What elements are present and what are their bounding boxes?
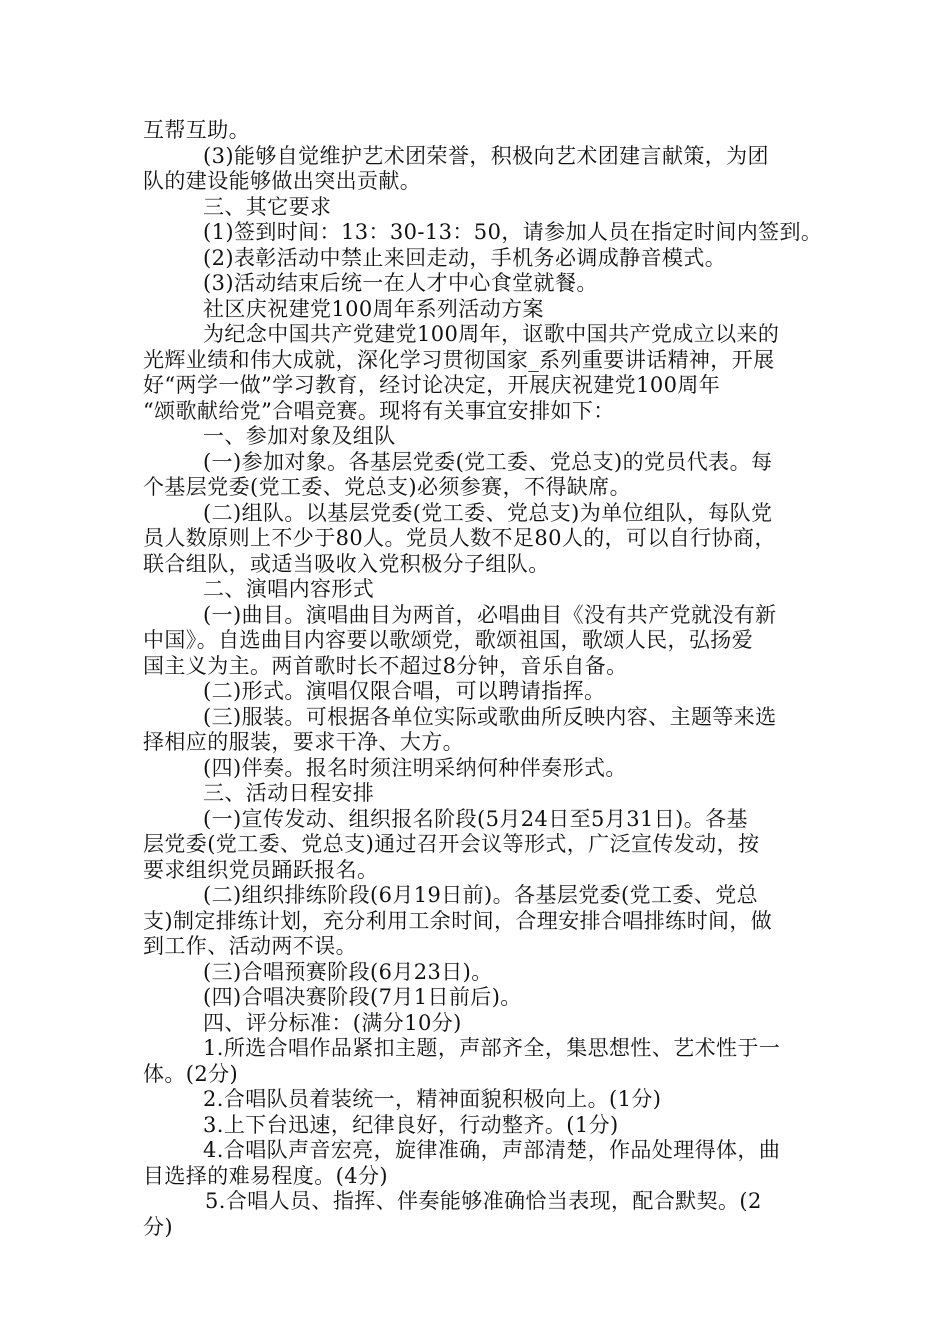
- text-line: 个基层党委(党工委、党总支)必须参赛，不得缺席。: [143, 475, 631, 499]
- text-line: (三)服装。可根据各单位实际或歌曲所反映内容、主题等来选: [203, 704, 777, 729]
- text-line: 一、参加对象及组队: [203, 424, 396, 448]
- text-line: 国主义为主。两首歌时长不超过8分钟，音乐自备。: [143, 653, 628, 678]
- document-body: [143, 118, 823, 1240]
- text-line: 支)制定排练计划，充分利用工余时间，合理安排合唱排练时间，做: [143, 908, 773, 933]
- text-line: 2.合唱队员着装统一，精神面貌积极向上。(1分): [203, 1087, 662, 1111]
- text-line: (四)合唱决赛阶段(7月1日前后)。: [203, 985, 522, 1009]
- text-line: 二、演唱内容形式: [203, 577, 375, 601]
- text-line: 5.合唱人员、指挥、伴奏能够准确恰当表现，配合默契。(2: [205, 1189, 762, 1213]
- text-line: (1)签到时间：13：30-13：50，请参加人员在指定时间内签到。: [203, 220, 823, 244]
- text-line: 分): [143, 1214, 173, 1239]
- text-line: (三)合唱预赛阶段(6月23日)。: [203, 959, 493, 984]
- text-line: 四、评分标准：(满分10分): [203, 1010, 462, 1035]
- text-line: 1.所选合唱作品紧扣主题，声部齐全，集思想性、艺术性于一: [203, 1036, 781, 1060]
- text-line: 联合组队，或适当吸收入党积极分子组队。: [143, 551, 550, 576]
- text-line: 三、其它要求: [203, 194, 332, 219]
- text-line: 队的建设能够做出突出贡献。: [143, 169, 422, 193]
- text-line: 员人数原则上不少于80人。党员人数不足80人的，可以自行协商，: [143, 526, 776, 550]
- text-line: (一)参加对象。各基层党委(党工委、党总支)的党员代表。每: [203, 449, 773, 474]
- text-line: 为纪念中国共产党建党100周年，讴歌中国共产党成立以来的: [203, 322, 780, 346]
- text-line: (一)宣传发动、组织报名阶段(5月24日至5月31日)。各基: [203, 806, 748, 831]
- text-line: 3.上下台迅速，纪律良好，行动整齐。(1分): [203, 1112, 619, 1137]
- text-line: (二)组织排练阶段(6月19日前)。各基层党委(党工委、党总: [203, 883, 759, 907]
- text-line: 体。(2分): [143, 1061, 239, 1086]
- text-line: 择相应的服装，要求干净、大方。: [143, 730, 464, 754]
- text-line: (2)表彰活动中禁止来回走动，手机务必调成静音模式。: [203, 245, 727, 270]
- text-line: 中国》。自选曲目内容要以歌颂党，歌颂祖国，歌颂人民，弘扬爱: [143, 628, 754, 652]
- text-line: (二)形式。演唱仅限合唱，可以聘请指挥。: [203, 679, 606, 703]
- text-line: (二)组队。以基层党委(党工委、党总支)为单位组队，每队党: [203, 500, 773, 525]
- text-line: 三、活动日程安排: [203, 781, 375, 805]
- text-line: (一)曲目。演唱曲目为两首，必唱曲目《没有共产党就没有新: [203, 602, 777, 627]
- text-line: (3)能够自觉维护艺术团荣誉，积极向艺术团建言献策，为团: [203, 143, 769, 168]
- text-line: 到工作、活动两不误。: [143, 934, 357, 958]
- text-line: “颂歌献给党”合唱竞赛。现将有关事宜安排如下：: [143, 398, 615, 423]
- text-line: 光辉业绩和伟大成就，深化学习贯彻国家_系列重要讲话精神，开展: [143, 347, 775, 372]
- text-line: 4.合唱队声音宏亮，旋律准确，声部清楚，作品处理得体，曲: [203, 1138, 781, 1162]
- text-line: (四)伴奏。报名时须注明采纳何种伴奏形式。: [203, 755, 627, 780]
- text-line: (3)活动结束后统一在人才中心食堂就餐。: [203, 271, 598, 295]
- text-line: 要求组织党员踊跃报名。: [143, 857, 379, 882]
- text-line: 层党委(党工委、党总支)通过召开会议等形式，广泛宣传发动，按: [143, 832, 760, 856]
- text-line: 社区庆祝建党100周年系列活动方案: [203, 296, 544, 321]
- text-line: 目选择的难易程度。(4分): [143, 1163, 388, 1188]
- text-line: 互帮互助。: [143, 118, 250, 142]
- text-line: 好“两学一做”学习教育，经讨论决定，开展庆祝建党100周年: [143, 373, 721, 397]
